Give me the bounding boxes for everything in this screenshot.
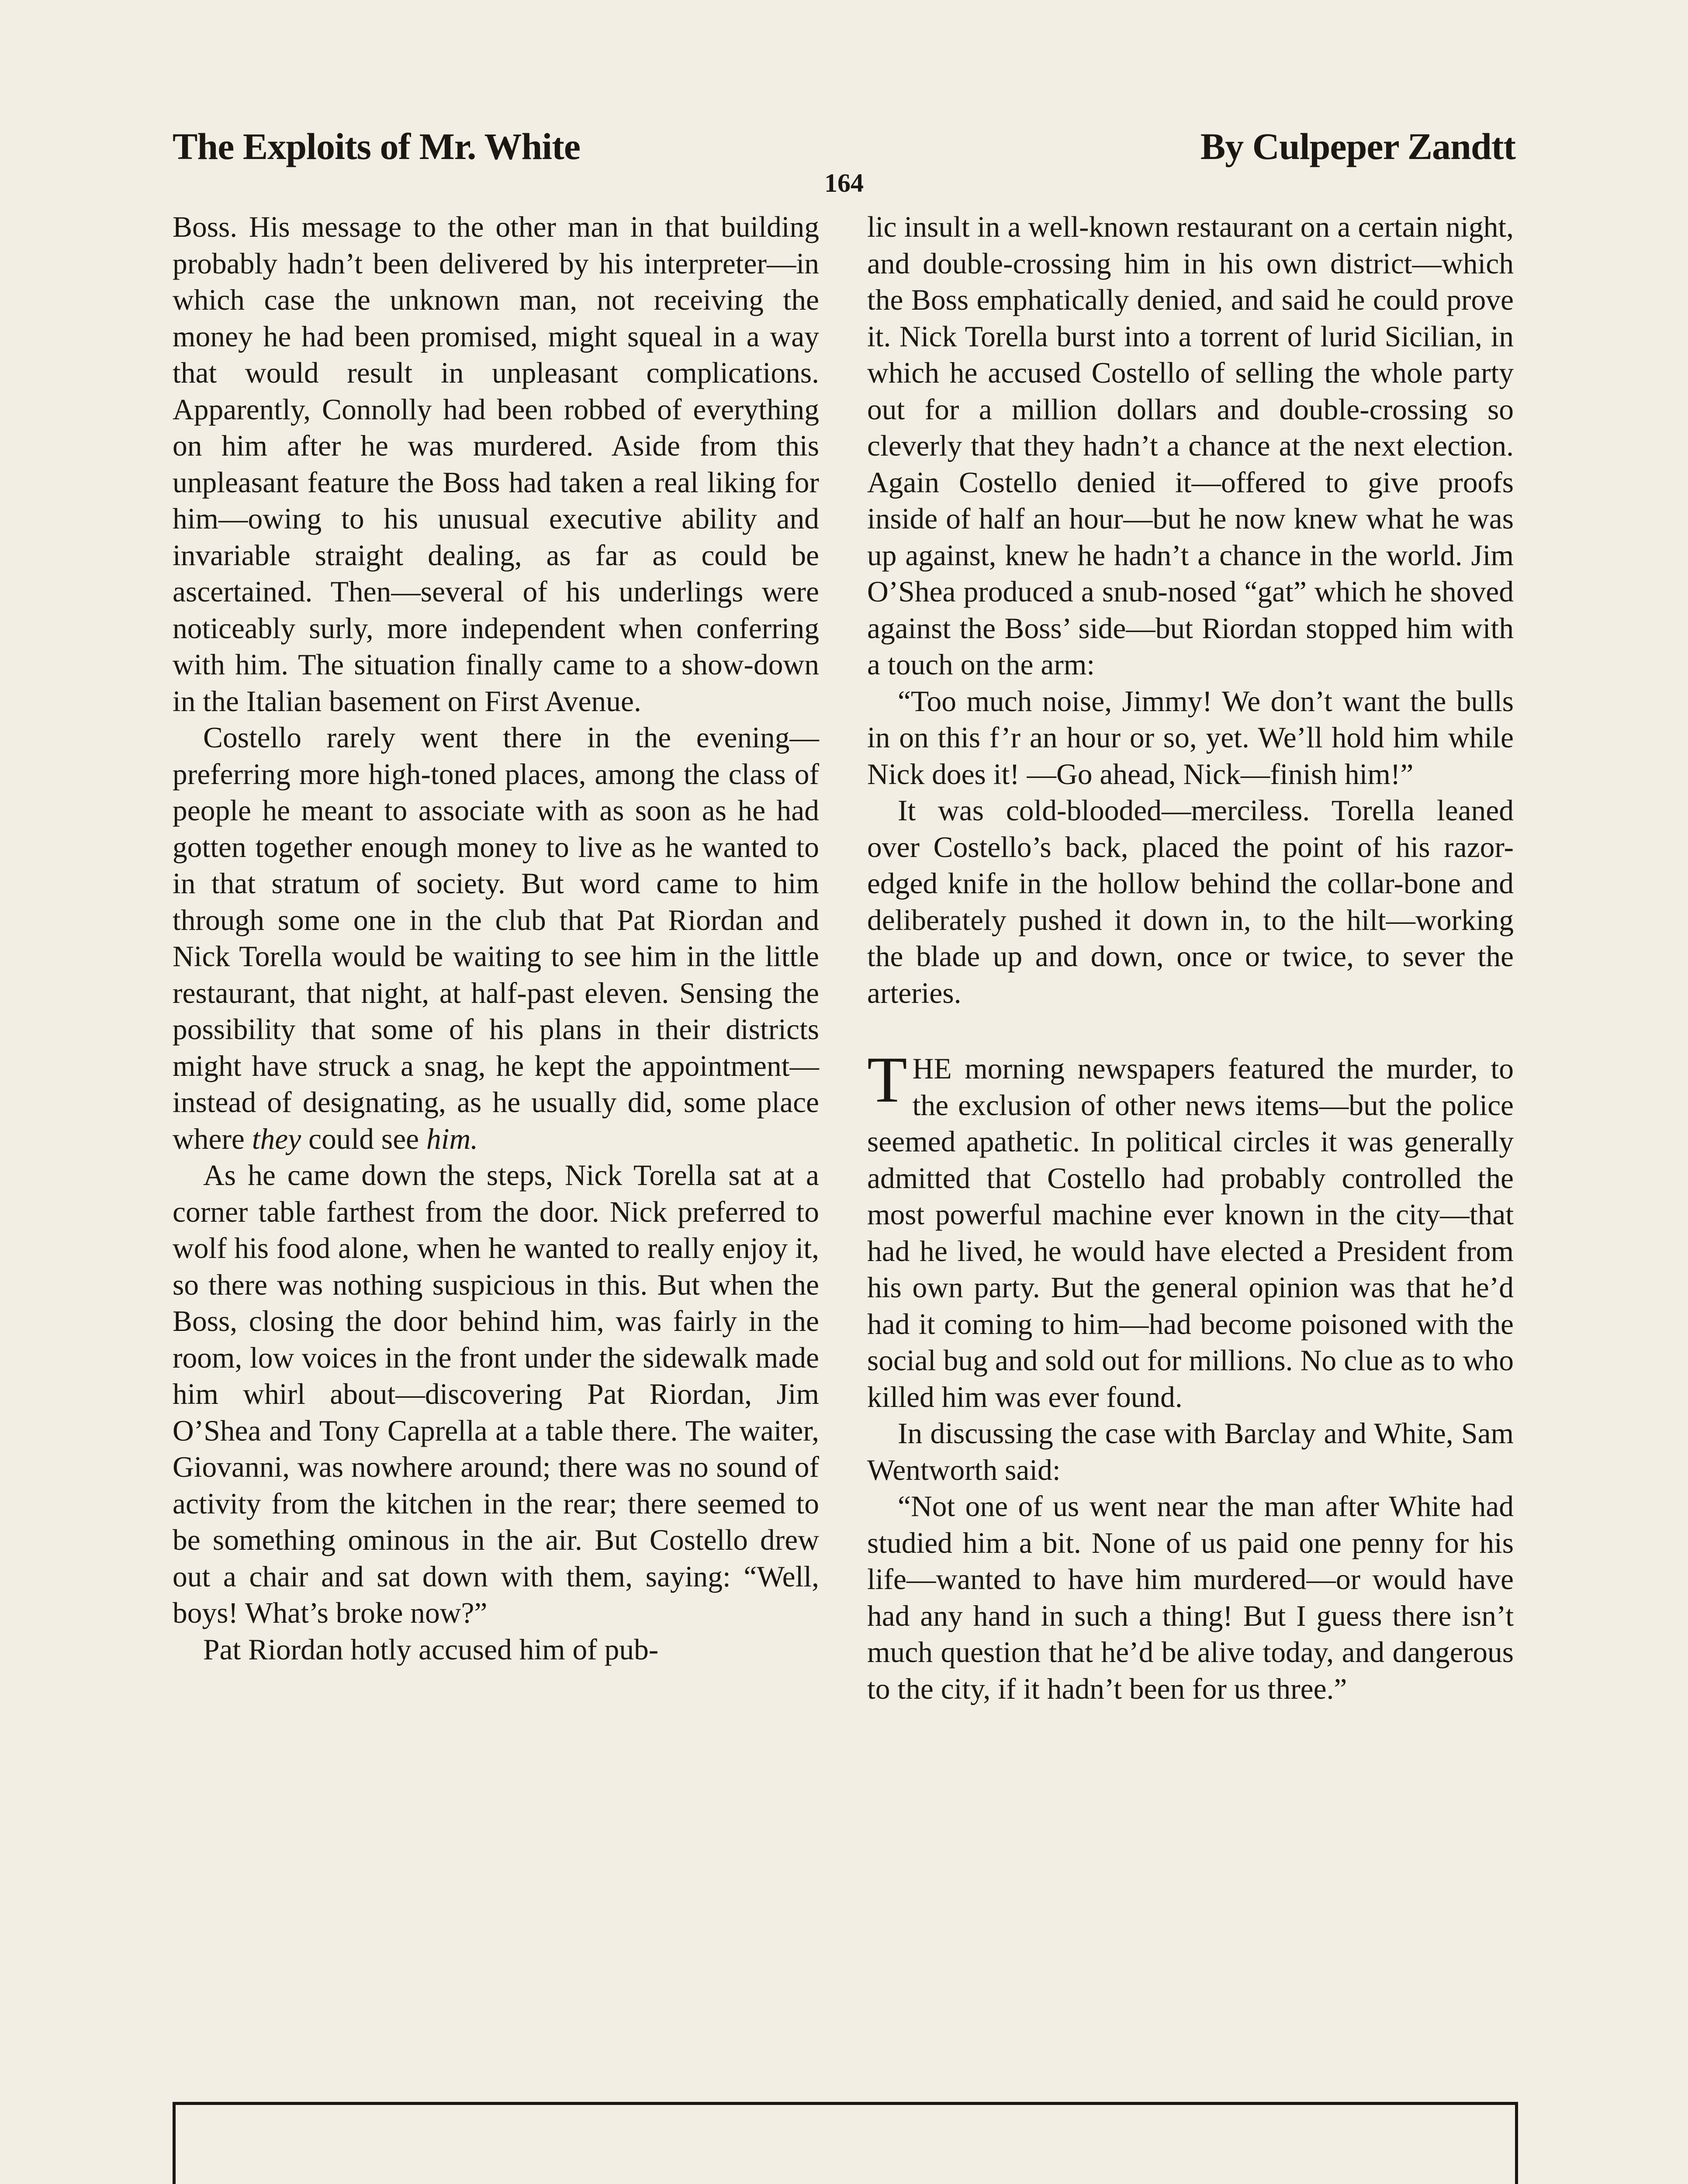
paragraph: Boss. His message to the other man in that building probably hadn’t been delivered by his interpreter—in which case the unknown man, not receiving the money he had been promised, might squeal in a way that would result in unpleasant complications. Apparently, Connolly had been robbed of everything on him after he was murdered. Aside from this unpleasant feature the Boss had taken a real liking for him—owing to his unusual executive ability and invariable straight dealing, as far as could be ascertained. Then—several of his underlings were noticeably surly, more independent when conferring with him. The situation finally came to a show-down in the Italian basement on First Avenue. <box>173 211 819 718</box>
paragraph: lic insult in a well-known restaurant on a certain night, and double-crossing him in his own district—which the Boss emphatically denied, and said he could prove it. Nick Torella burst into a torrent of lurid Sicilian, in which he accused Costello of selling the whole party out for a million dollars and double-crossing so cleverly that they hadn’t a chance at the next election. Again Costello denied it—offered to give proofs inside of half an hour—but he now knew what he was up against, knew he hadn’t a chance in the world. Jim O’Shea produced a snub-nosed “gat” which he shoved against the Boss’ side—but Riordan stopped him with a touch on the arm: <box>867 211 1514 681</box>
emphasis-text: him. <box>426 1122 478 1155</box>
drop-cap: T <box>867 1044 907 1116</box>
emphasis-text: they <box>252 1122 301 1155</box>
right-column <box>867 209 1514 1707</box>
paragraph: In discussing the case with Barclay and White, Sam Wentworth said: <box>867 1417 1514 1486</box>
notice-box <box>173 2102 1518 2184</box>
paragraph: As he came down the steps, Nick Torella sat at a corner table farthest from the door. Nick preferred to wolf his food alone, when he wanted to really enjoy it, so there was nothing suspicious in this. But when the Boss, closing the door behind him, was fairly in the room, low voices in the front under the sidewalk made him whirl about—discovering Pat Riordan, Jim O’Shea and Tony Caprella at a table there. The waiter, Giovanni, was nowhere around; there was no sound of activity from the kitchen in the rear; there seemed to be something ominous in the air. But Costello drew out a chair and sat down with them, saying: “Well, boys! What’s broke now?” <box>173 1159 819 1629</box>
paragraph: “Too much noise, Jimmy! We don’t want the bulls in on this f’r an hour or so, yet. We’ll hold him while Nick does it! —Go ahead, Nick—finish him!” <box>867 684 1514 791</box>
paragraph: It was cold-blooded—merciless. Torella leaned over Costello’s back, placed the point of his razor-edged knife in the hollow behind the collar-bone and deliberately pushed it down in, to the hilt—working the blade up and down, once or twice, to sever the arteries. <box>867 794 1514 1009</box>
story-author: By Culpeper Zandtt <box>1200 125 1515 167</box>
running-head <box>173 124 1515 168</box>
paragraph: “Not one of us went near the man after White had studied him a bit. None of us paid one penny for his life—wanted to have him murdered—or would have had any hand in such a thing! But I guess there isn’t much question that he’d be alive today, and dangerous to the city, if it hadn’t been for us three.” <box>867 1490 1514 1705</box>
paragraph-text: morning newspapers featured the murder, to the exclusion of other news items—but the police seemed apathetic. In political circles it was generally admitted that Costello had probably controlled the most powerful machine ever known in the city—that had he lived, he would have elected a President from his own party. But the general opinion was that he’d had it coming to him—had become poisoned with the social bug and sold out for millions. No clue as to who killed him was ever found. <box>867 1052 1514 1413</box>
paragraph-text: Costello rarely went there in the evening—preferring more high-toned places, among the class of people he meant to associate with as soon as he had gotten together enough money to live as he wanted to in that stratum of society. But word came to him through some one in the club that Pat Riordan and Nick Torella would be waiting to see him in the little restaurant, that night, at half-past eleven. Sensing the possibility that some of his plans in their districts might have struck a snag, he kept the appointment—instead of designating, as he usually did, some place where <box>173 721 819 1155</box>
paragraph-text: could see <box>308 1122 419 1155</box>
paragraph: Pat Riordan hotly accused him of pub- <box>203 1633 659 1666</box>
small-caps-text: HE <box>912 1052 952 1085</box>
left-column <box>173 209 819 1668</box>
page-number: 164 <box>824 169 864 197</box>
section-opening-paragraph <box>867 1044 1514 1415</box>
paragraph <box>173 719 819 1157</box>
story-title: The Exploits of Mr. White <box>173 125 581 167</box>
